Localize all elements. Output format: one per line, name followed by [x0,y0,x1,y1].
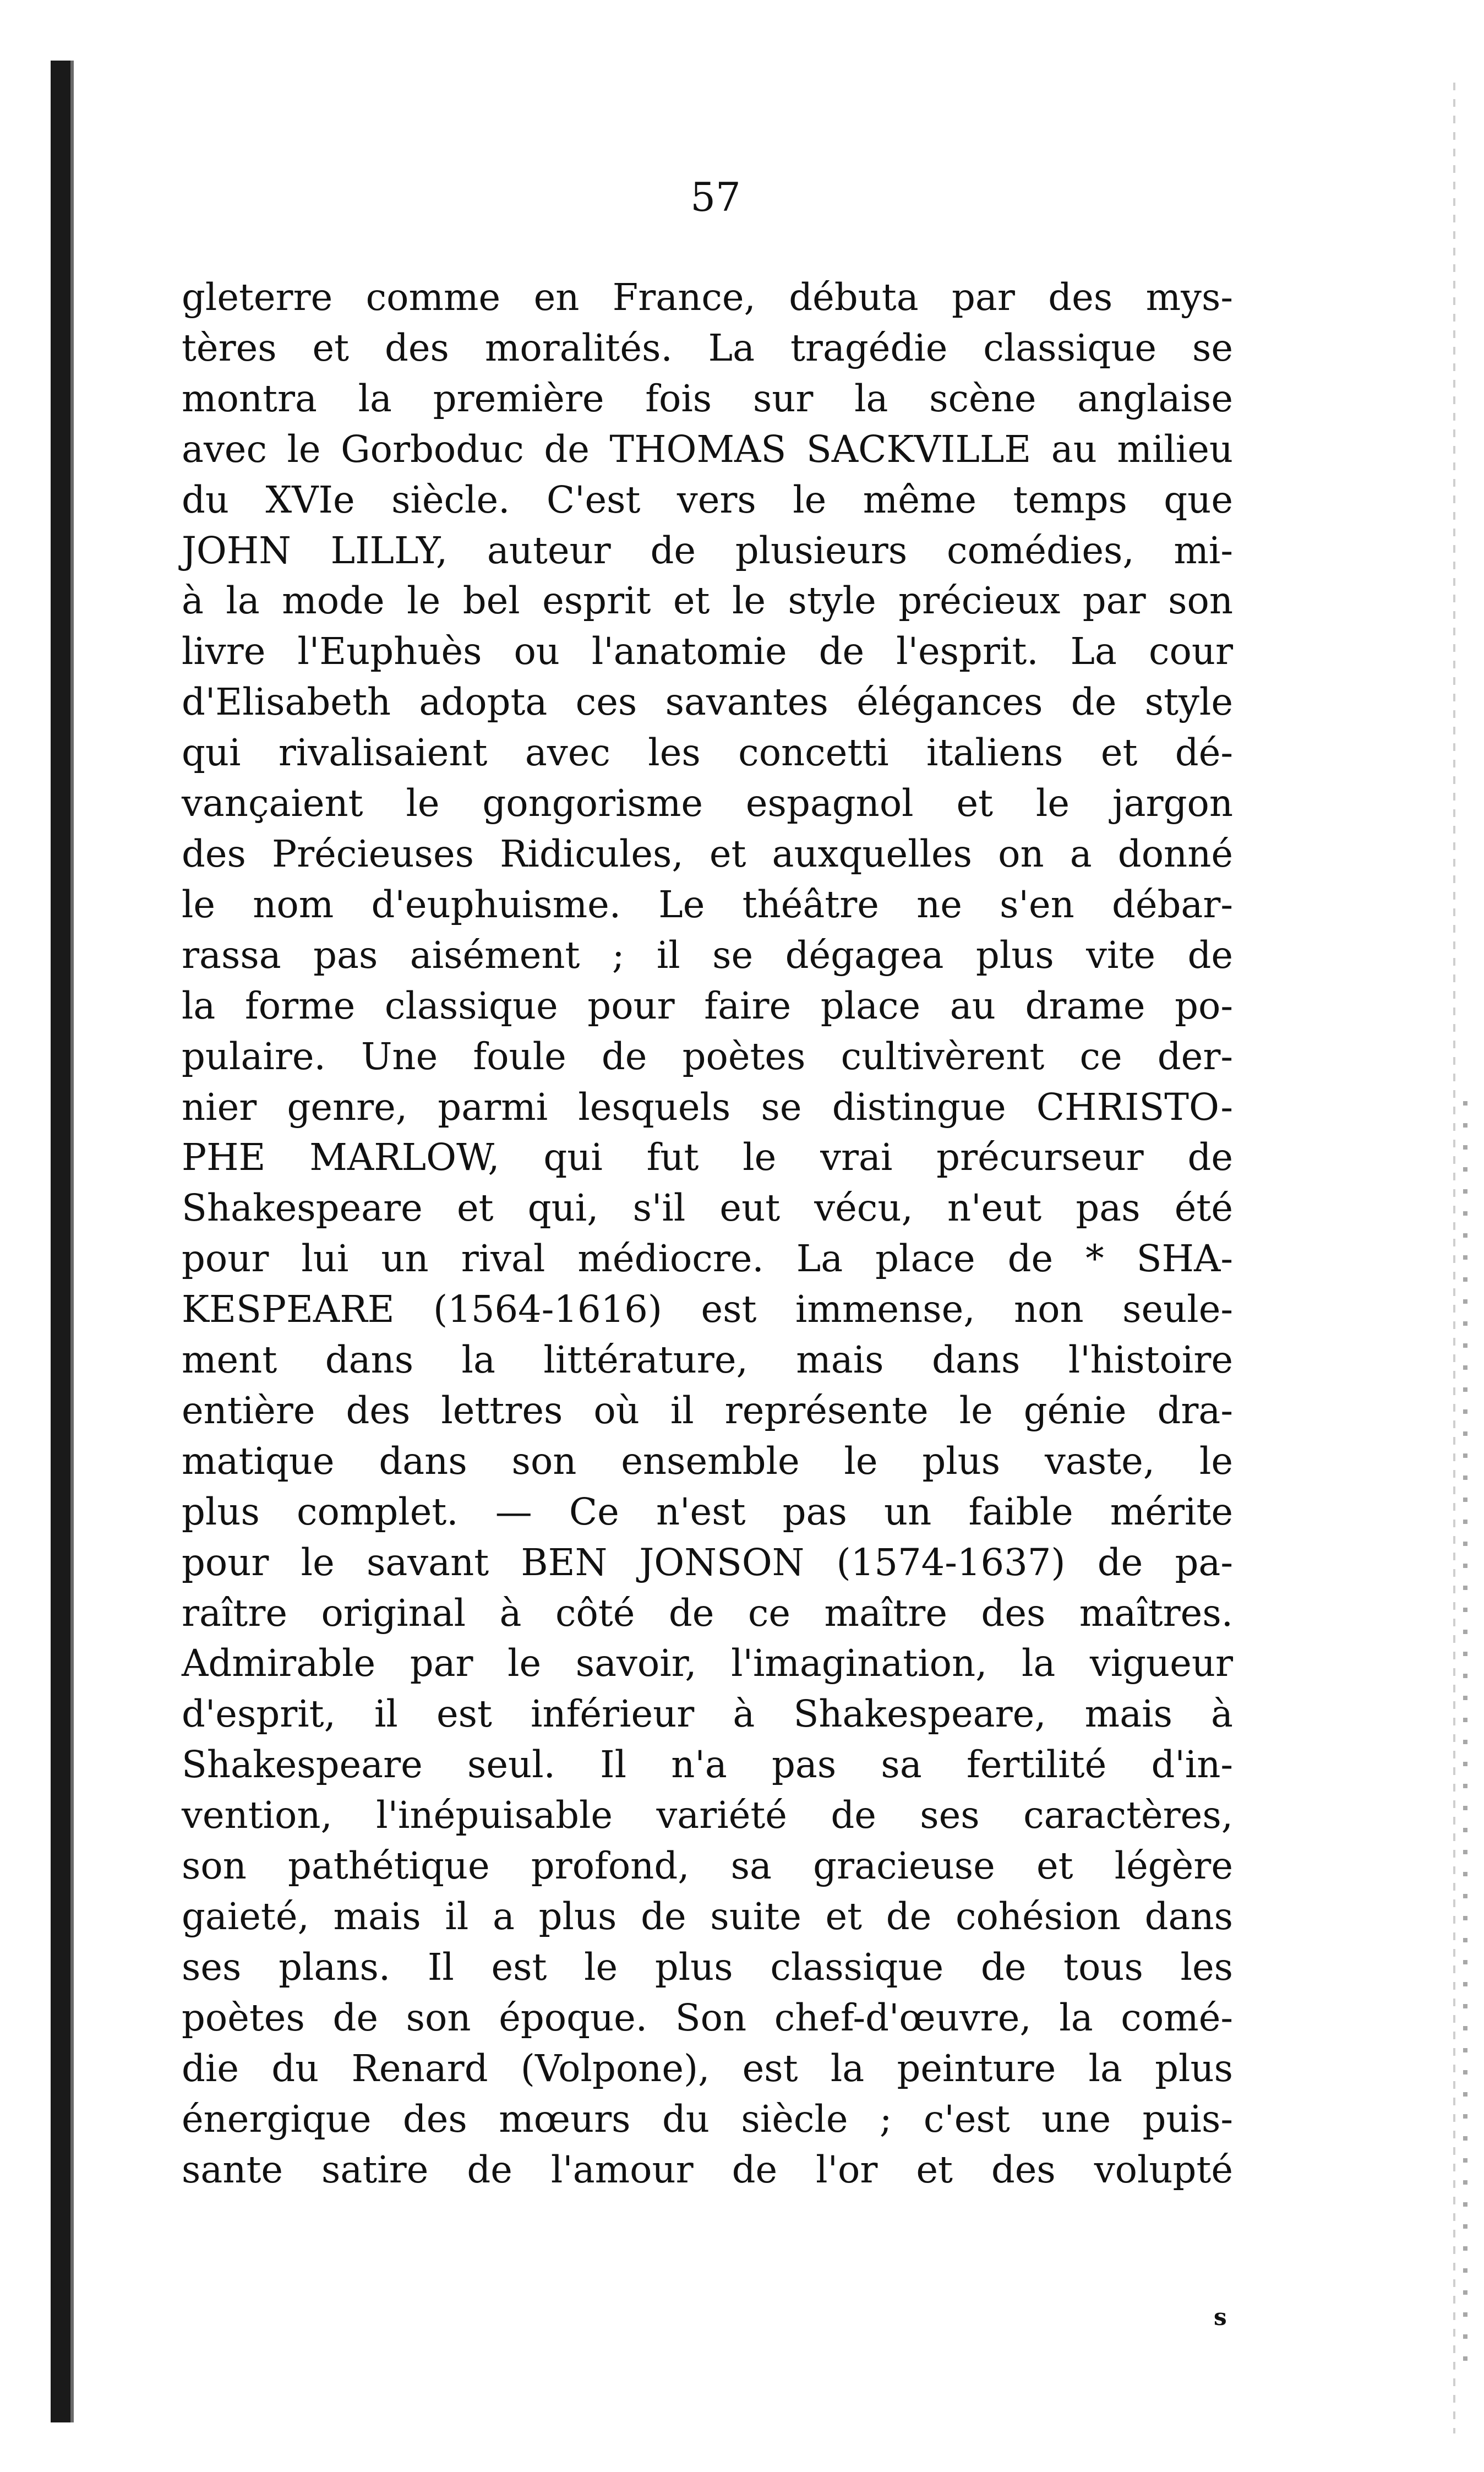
text-line: entière des lettres où il représente le génie dra- [182,1389,1233,1432]
scan-edge-noise-secondary [1463,1101,1467,2367]
text-line: tères et des moralités. La tragédie classique se [182,326,1233,369]
text-line: pour lui un rival médiocre. La place de * SHA- [182,1237,1233,1281]
binding-strip-edge [70,61,74,2422]
text-line: plus complet. — Ce n'est pas un faible mérite [182,1490,1233,1533]
catchword: s [1214,2304,1227,2331]
text-line: son pathétique profond, sa gracieuse et légère [182,1844,1233,1888]
text-line: die du Renard (Volpone), est la peinture la plus [182,2046,1233,2090]
body-text [182,273,1233,2195]
text-line: avec le Gorboduc de THOMAS SACKVILLE au milieu [182,427,1233,471]
text-line: PHE MARLOW, qui fut le vrai précurseur de [182,1136,1233,1179]
text-line: sante satire de l'amour de l'or et des volupté [182,2148,1233,2191]
text-line: poètes de son époque. Son chef-d'œuvre, la comé- [182,1996,1233,2039]
text-line: pulaire. Une foule de poètes cultivèrent ce der- [182,1034,1233,1078]
text-line: KESPEARE (1564-1616) est immense, non seule- [182,1288,1233,1331]
text-line: gleterre comme en France, débuta par des mys- [182,276,1233,319]
text-line: Admirable par le savoir, l'imagination, la vigueur [182,1642,1233,1685]
text-line: montra la première fois sur la scène anglaise [182,377,1233,420]
text-line: rassa pas aisément ; il se dégagea plus vite de [182,933,1233,977]
text-line: la forme classique pour faire place au drame po- [182,984,1233,1027]
text-line: vention, l'inépuisable variété de ses caractères, [182,1794,1233,1837]
text-line: ment dans la littérature, mais dans l'histoire [182,1338,1233,1382]
text-line: qui rivalisaient avec les concetti italiens et dé- [182,731,1233,775]
scan-edge-noise [1453,83,1455,2433]
text-line: ses plans. Il est le plus classique de tous les [182,1945,1233,1989]
text-line: vançaient le gongorisme espagnol et le jargon [182,782,1233,825]
text-line: Shakespeare et qui, s'il eut vécu, n'eut pas été [182,1186,1233,1230]
text-line: le nom d'euphuisme. Le théâtre ne s'en débar- [182,883,1233,926]
text-line: gaieté, mais il a plus de suite et de cohésion dans [182,1895,1233,1938]
text-line: nier genre, parmi lesquels se distingue CHRISTO- [182,1085,1233,1129]
text-line: à la mode le bel esprit et le style précieux par son [182,579,1233,623]
text-line: livre l'Euphuès ou l'anatomie de l'esprit. La cour [182,630,1233,673]
text-line: d'esprit, il est inférieur à Shakespeare, mais à [182,1692,1233,1736]
text-line: des Précieuses Ridicules, et auxquelles on a donné [182,832,1233,875]
text-line: matique dans son ensemble le plus vaste, le [182,1439,1233,1483]
text-line: Shakespeare seul. Il n'a pas sa fertilité d'in- [182,1743,1233,1787]
binding-strip [51,61,70,2422]
text-line: pour le savant BEN JONSON (1574-1637) de pa- [182,1540,1233,1584]
text-line: raître original à côté de ce maître des maîtres. [182,1591,1233,1635]
text-line: JOHN LILLY, auteur de plusieurs comédies, mi- [182,529,1233,572]
text-line: énergique des mœurs du siècle ; c'est une puis- [182,2097,1233,2141]
page-number: 57 [690,174,741,220]
text-line: d'Elisabeth adopta ces savantes élégances de style [182,680,1233,724]
text-line: du XVIe siècle. C'est vers le même temps que [182,478,1233,521]
